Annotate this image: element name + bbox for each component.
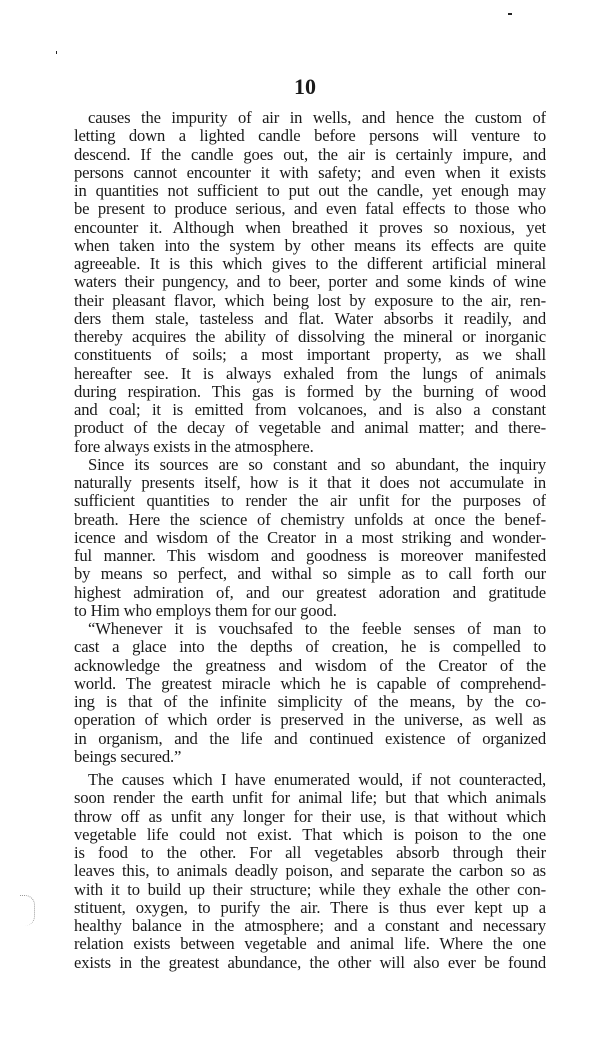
paragraph	[74, 109, 546, 456]
text-line: stituent, oxygen, to purify the air. There is thus ever kept up a	[74, 898, 546, 917]
text-line: in organism, and the life and continued existence of organized	[74, 729, 546, 748]
text-line: naturally presents itself, how is it that it does not accumulate in	[74, 474, 546, 492]
text-line: waters their pungency, and to beer, porter and some kinds of wine	[74, 273, 546, 292]
text-line: “Whenever it is vouchsafed to the feeble senses of man to	[88, 620, 546, 638]
text-line: letting down a lighted candle before persons will venture to	[74, 127, 546, 146]
text-line: sufficient quantities to render the air unfit for the purposes of	[74, 492, 546, 511]
text-line: to Him who employs them for our good.	[74, 601, 337, 620]
text-line: healthy balance in the atmosphere; and a constant and necessary	[74, 917, 546, 935]
text-line: icence and wisdom of the Creator in a most striking and wonder-	[74, 528, 546, 547]
text-line: highest admiration of, and our greatest adoration and gratitude	[74, 583, 546, 602]
text-line: causes the impurity of air in wells, and hence the custom of	[88, 109, 546, 127]
text-line: fore always exists in the atmosphere.	[74, 437, 314, 456]
paragraph	[74, 620, 546, 766]
text-line: ders them stale, tasteless and flat. Water absorbs it readily, and	[74, 309, 546, 328]
text-line: constituents of soils; a most important property, as we shall	[74, 346, 546, 365]
body-text	[74, 109, 546, 972]
text-line: hereafter see. It is always exhaled from the lungs of animals	[74, 364, 546, 383]
text-line: ing is that of the infinite simplicity of the means, by the co-	[74, 693, 546, 711]
text-line: encounter it. Although when breathed it proves so noxious, yet	[74, 218, 546, 237]
text-line: relation exists between vegetable and animal life. Where the one	[74, 935, 546, 954]
paragraph	[74, 456, 546, 620]
text-line: is food to the other. For all vegetables absorb through their	[74, 844, 546, 862]
text-line: cast a glace into the depths of creation, he is compelled to	[74, 638, 546, 657]
text-line: descend. If the candle goes out, the air is certainly impure, and	[74, 145, 546, 164]
text-line: soon render the earth unfit for animal life; but that which animals	[74, 789, 546, 808]
page-number: 10	[294, 74, 316, 99]
text-line: Since its sources are so constant and so abundant, the inquiry	[88, 455, 546, 474]
text-line: agreeable. It is this which gives to the different artificial mineral	[74, 255, 546, 273]
text-line: beings secured.”	[74, 747, 182, 766]
text-line: product of the decay of vegetable and animal matter; and there-	[74, 419, 546, 438]
text-line: acknowledge the greatness and wisdom of the Creator of the	[74, 656, 546, 675]
margin-pencil-mark	[20, 895, 35, 926]
text-line: persons cannot encounter it with safety; and even when it exists	[74, 163, 546, 182]
text-line: their pleasant flavor, which being lost by exposure to the air, ren-	[74, 291, 546, 310]
text-line: The causes which I have enumerated would, if not counteracted,	[88, 771, 546, 789]
text-line: throw off as unfit any longer for their use, is that without which	[74, 807, 546, 826]
text-line: thereby acquires the ability of dissolving the mineral or inorganic	[74, 328, 546, 346]
scan-speck	[56, 51, 57, 54]
text-line: by means so perfect, and withal so simple as to call forth our	[74, 565, 546, 584]
text-line: vegetable life could not exist. That which is poison to the one	[74, 825, 546, 844]
text-line: world. The greatest miracle which he is capable of comprehend-	[74, 674, 546, 693]
text-line: during respiration. This gas is formed by the burning of wood	[74, 382, 546, 401]
text-line: operation of which order is preserved in the universe, as well as	[74, 711, 546, 730]
text-line: with it to build up their structure; while they exhale the other con-	[74, 880, 546, 899]
text-line: ful manner. This wisdom and goodness is moreover manifested	[74, 547, 546, 565]
text-line: and coal; it is emitted from volcanoes, and is also a constant	[74, 401, 546, 419]
text-line: when taken into the system by other means its effects are quite	[74, 236, 546, 255]
text-line: be present to produce serious, and even fatal effects to those who	[74, 200, 546, 219]
paragraph	[74, 771, 546, 972]
text-line: in quantities not sufficient to put out the candle, yet enough may	[74, 182, 546, 200]
text-line: leaves this, to animals deadly poison, and separate the carbon so as	[74, 862, 546, 881]
text-line: exists in the greatest abundance, the other will also ever be found	[74, 953, 546, 972]
text-line: breath. Here the science of chemistry unfolds at once the benef-	[74, 510, 546, 529]
scan-speck	[508, 13, 512, 15]
